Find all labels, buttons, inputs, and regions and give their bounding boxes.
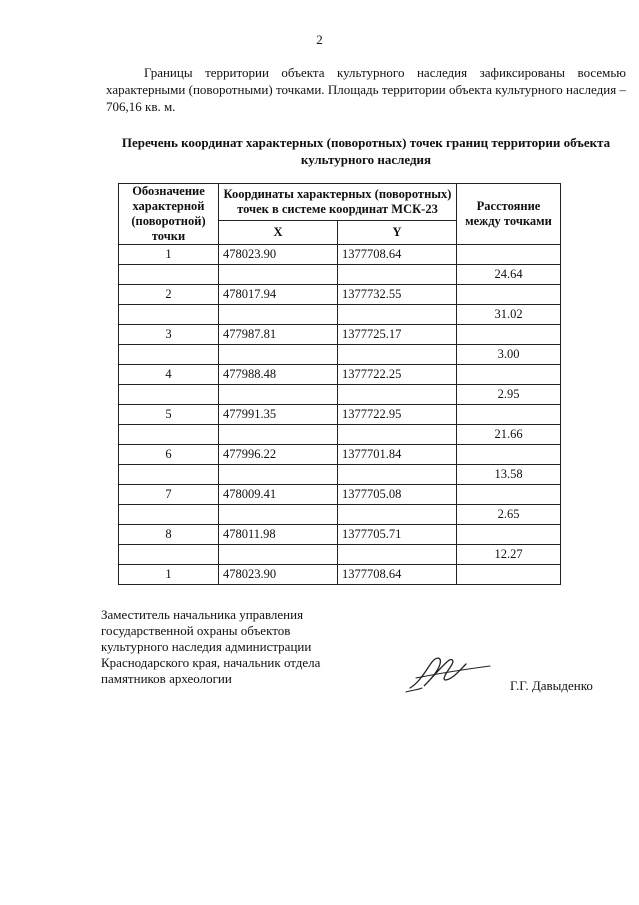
cell-distance (457, 525, 561, 545)
cell-y: 1377732.55 (338, 285, 457, 305)
cell-point-id: 8 (119, 525, 219, 545)
signatory-line: Заместитель начальника управления (101, 607, 304, 622)
page-number: 2 (316, 32, 323, 47)
cell-x: 478023.90 (219, 245, 338, 265)
cell-x: 477991.35 (219, 405, 338, 425)
cell-point-id (119, 265, 219, 285)
cell-y (338, 345, 457, 365)
table-body (119, 245, 561, 585)
signatory-line: Краснодарского края, начальник отдела (101, 655, 321, 670)
cell-point-id (119, 545, 219, 565)
table-row-distance (119, 465, 561, 485)
table-row-point (119, 405, 561, 425)
signatory-line: культурного наследия администрации (101, 639, 312, 654)
cell-distance (457, 365, 561, 385)
cell-y: 1377725.17 (338, 325, 457, 345)
cell-distance: 21.66 (457, 425, 561, 445)
cell-x: 477996.22 (219, 445, 338, 465)
table-row-point (119, 325, 561, 345)
signer-name: Г.Г. Давыденко (510, 678, 593, 693)
table-row-distance (119, 305, 561, 325)
signatory-title (101, 607, 431, 687)
cell-y (338, 425, 457, 445)
cell-distance: 13.58 (457, 465, 561, 485)
cell-y: 1377701.84 (338, 445, 457, 465)
cell-y (338, 465, 457, 485)
cell-y: 1377708.64 (338, 565, 457, 585)
cell-point-id (119, 505, 219, 525)
table-row-point (119, 365, 561, 385)
table-row-point (119, 485, 561, 505)
signatory-line: памятников археологии (101, 671, 232, 686)
cell-distance (457, 485, 561, 505)
cell-distance (457, 565, 561, 585)
table-row-point (119, 245, 561, 265)
cell-distance: 31.02 (457, 305, 561, 325)
cell-x (219, 465, 338, 485)
table-row-point (119, 525, 561, 545)
cell-distance (457, 445, 561, 465)
cell-x (219, 305, 338, 325)
cell-distance (457, 405, 561, 425)
cell-x: 477987.81 (219, 325, 338, 345)
handwritten-signature (402, 652, 494, 694)
cell-point-id (119, 385, 219, 405)
cell-y (338, 505, 457, 525)
header-coords: Координаты характерных (поворотных) точек в системе координат МСК-23 (219, 184, 457, 221)
cell-distance (457, 245, 561, 265)
cell-x: 478023.90 (219, 565, 338, 585)
cell-distance: 2.95 (457, 385, 561, 405)
cell-point-id: 1 (119, 565, 219, 585)
cell-y: 1377705.08 (338, 485, 457, 505)
cell-y (338, 545, 457, 565)
cell-point-id (119, 425, 219, 445)
table-row-distance (119, 545, 561, 565)
cell-x (219, 425, 338, 445)
cell-point-id: 7 (119, 485, 219, 505)
cell-y (338, 305, 457, 325)
cell-x: 478017.94 (219, 285, 338, 305)
cell-x: 477988.48 (219, 365, 338, 385)
cell-y: 1377705.71 (338, 525, 457, 545)
cell-distance (457, 285, 561, 305)
table-row-point (119, 285, 561, 305)
header-distance: Расстояние между точками (457, 184, 561, 245)
cell-point-id: 6 (119, 445, 219, 465)
table-row-distance (119, 385, 561, 405)
cell-y: 1377708.64 (338, 245, 457, 265)
coordinates-table (118, 183, 561, 585)
cell-point-id: 2 (119, 285, 219, 305)
cell-point-id (119, 345, 219, 365)
table-row-distance (119, 265, 561, 285)
cell-distance: 12.27 (457, 545, 561, 565)
cell-x: 478011.98 (219, 525, 338, 545)
cell-distance: 2.65 (457, 505, 561, 525)
table-row-point (119, 565, 561, 585)
cell-point-id: 1 (119, 245, 219, 265)
header-point: Обозначение характерной (поворотной) точки (119, 184, 219, 245)
cell-distance: 3.00 (457, 345, 561, 365)
cell-x: 478009.41 (219, 485, 338, 505)
table-row-distance (119, 505, 561, 525)
signatory-line: государственной охраны объектов (101, 623, 291, 638)
cell-x (219, 265, 338, 285)
cell-point-id: 5 (119, 405, 219, 425)
cell-x (219, 385, 338, 405)
cell-x (219, 545, 338, 565)
header-x: X (219, 221, 338, 245)
table-title: Перечень координат характерных (поворотных) точек границ территории объекта культурного наследия (121, 135, 611, 167)
table-header-row (119, 184, 561, 221)
cell-y (338, 385, 457, 405)
cell-distance: 24.64 (457, 265, 561, 285)
table-row-distance (119, 425, 561, 445)
cell-y: 1377722.25 (338, 365, 457, 385)
intro-paragraph: Границы территории объекта культурного наследия зафиксированы восемью характерными (поворотными) точками. Площадь территории объекта культурного наследия – 706,16 кв. м. (106, 65, 626, 114)
cell-x (219, 505, 338, 525)
cell-point-id (119, 465, 219, 485)
cell-point-id (119, 305, 219, 325)
cell-y: 1377722.95 (338, 405, 457, 425)
cell-point-id: 4 (119, 365, 219, 385)
table-row-point (119, 445, 561, 465)
cell-point-id: 3 (119, 325, 219, 345)
header-y: Y (338, 221, 457, 245)
table-row-distance (119, 345, 561, 365)
cell-x (219, 345, 338, 365)
cell-y (338, 265, 457, 285)
cell-distance (457, 325, 561, 345)
